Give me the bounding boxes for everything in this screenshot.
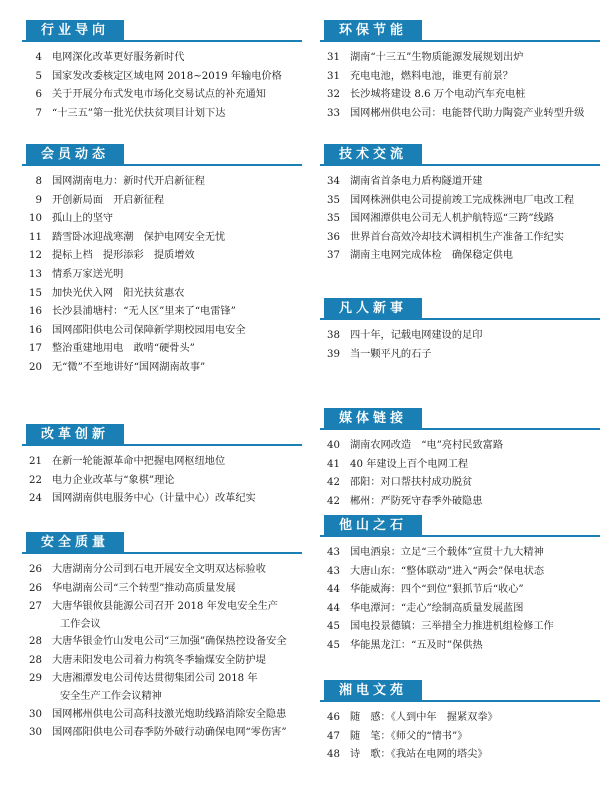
toc-entry[interactable] xyxy=(22,68,302,87)
toc-entry[interactable] xyxy=(22,210,302,229)
section-industry-guidance xyxy=(22,20,302,123)
page-number: 42 xyxy=(327,477,340,489)
toc-entry[interactable] xyxy=(320,210,600,229)
section-title: 凡人新事 xyxy=(324,298,422,319)
page-number: 10 xyxy=(29,213,42,225)
article-title: 国网邵阳供电公司春季防外破行动确保电网“零伤害” xyxy=(52,727,287,739)
section-title: 湘电文苑 xyxy=(324,680,422,701)
article-title: 世界首台高效冷却技术调相机生产准备工作纪实 xyxy=(350,231,564,243)
section-header xyxy=(320,680,600,702)
section-header xyxy=(22,424,302,446)
article-title: 加快光伏入网 阳光扶贫惠农 xyxy=(52,287,185,299)
page-number: 45 xyxy=(327,639,340,651)
article-title: 邵阳：对口帮扶村成功脱贫 xyxy=(350,477,473,489)
section-header xyxy=(22,20,302,42)
page-number: 40 xyxy=(327,440,340,451)
toc-entry[interactable] xyxy=(22,229,302,248)
article-title: 湖南“十三五”生物质能源发展规划出炉 xyxy=(350,52,524,63)
article-title: 随 笔：《师父的“情书”》 xyxy=(350,730,468,742)
toc-entry[interactable] xyxy=(320,544,600,563)
section-title: 技术交流 xyxy=(324,144,422,165)
section-header xyxy=(22,532,302,554)
article-title: 华能黑龙江：“五及时”保供热 xyxy=(350,639,483,651)
page-number: 46 xyxy=(327,712,340,723)
page-number: 33 xyxy=(327,107,340,119)
toc-entry[interactable] xyxy=(22,724,302,743)
toc-entry[interactable] xyxy=(320,563,600,582)
section-title: 环保节能 xyxy=(324,20,422,41)
page-number: 35 xyxy=(327,194,340,206)
section-header xyxy=(22,144,302,166)
section-environment-energy xyxy=(320,20,600,123)
article-title: 国家发改委核定区域电网 2018~2019 年输电价格 xyxy=(52,70,282,82)
toc-entry[interactable] xyxy=(22,670,302,689)
toc-entry[interactable] xyxy=(22,453,302,472)
toc-entry[interactable] xyxy=(22,340,302,359)
toc-list xyxy=(22,173,302,378)
page-number: 21 xyxy=(29,456,42,467)
page-number: 27 xyxy=(29,601,42,613)
article-title: 电网深化改革更好服务新时代 xyxy=(52,52,185,63)
page-number: 6 xyxy=(35,89,42,101)
section-title: 媒体链接 xyxy=(324,408,422,429)
toc-entry[interactable] xyxy=(320,581,600,600)
article-title: 开创新局面 开启新征程 xyxy=(52,194,165,206)
toc-entry[interactable] xyxy=(320,68,600,87)
page-number: 7 xyxy=(35,107,42,119)
page-number: 24 xyxy=(29,493,42,505)
article-title: 国网邵阳供电公司保障新学期校园用电安全 xyxy=(52,324,246,336)
section-reform-innovation xyxy=(22,424,302,509)
article-title: 孤山上的坚守 xyxy=(52,213,114,225)
page-number: 26 xyxy=(29,582,42,594)
article-title: 国网株洲供电公司提前竣工完成株洲电厂电改工程 xyxy=(350,194,575,206)
toc-list xyxy=(320,437,600,511)
page-number: 8 xyxy=(35,176,42,187)
page-number: 39 xyxy=(327,348,340,360)
page-number: 31 xyxy=(327,70,340,82)
page-number: 42 xyxy=(327,495,340,507)
article-title: 华能威海：四个“到位”狠抓节后“收心” xyxy=(350,584,524,596)
page-number: 38 xyxy=(327,330,340,341)
toc-entry[interactable] xyxy=(22,490,302,509)
article-title: 四十年，记载电网建设的足印 xyxy=(350,330,483,341)
toc-entry[interactable] xyxy=(320,86,600,105)
page-number: 31 xyxy=(327,52,340,63)
article-title: 工作会议 xyxy=(60,618,101,630)
section-header xyxy=(320,298,600,320)
article-title: 随 感：《人到中年 握紧双拳》 xyxy=(350,712,498,723)
toc-entry[interactable] xyxy=(22,689,302,706)
toc-entry[interactable] xyxy=(22,285,302,304)
toc-entry[interactable] xyxy=(22,633,302,652)
section-title: 安全质量 xyxy=(26,532,124,553)
article-title: 国网湖南电力：新时代开启新征程 xyxy=(52,176,205,187)
toc-list xyxy=(320,173,600,266)
section-ordinary-people xyxy=(320,298,600,364)
article-title: 在新一轮能源革命中把握电网枢纽地位 xyxy=(52,456,226,467)
toc-entry[interactable] xyxy=(320,437,600,456)
article-title: 大唐华银金竹山发电公司“三加强”确保热控设备安全 xyxy=(52,636,287,648)
toc-entry[interactable] xyxy=(22,105,302,124)
page-number: 43 xyxy=(327,547,340,558)
toc-entry[interactable] xyxy=(320,600,600,619)
section-technical-exchange xyxy=(320,144,600,266)
article-title: 郴州：严防死守春季外破隐患 xyxy=(350,495,483,507)
toc-entry[interactable] xyxy=(22,322,302,341)
article-title: 华电湖南公司“三个转型”推动高质量发展 xyxy=(52,582,236,594)
section-title: 改革创新 xyxy=(26,424,124,445)
toc-entry[interactable] xyxy=(320,327,600,346)
page-number: 30 xyxy=(29,727,42,739)
toc-list xyxy=(320,544,600,656)
toc-entry[interactable] xyxy=(22,652,302,671)
page-number: 5 xyxy=(35,70,42,82)
toc-entry[interactable] xyxy=(22,303,302,322)
article-title: 湖南农网改造 “电”亮村民致富路 xyxy=(350,440,504,451)
toc-entry[interactable] xyxy=(22,617,302,634)
page-number: 29 xyxy=(29,673,42,685)
article-title: 当一颗平凡的石子 xyxy=(350,348,432,360)
toc-entry[interactable] xyxy=(320,746,600,765)
page-number: 15 xyxy=(29,287,42,299)
toc-entry[interactable] xyxy=(22,266,302,285)
section-title: 他山之石 xyxy=(324,515,422,536)
section-member-news xyxy=(22,144,302,378)
article-title: 无“微”不至地讲好“国网湖南故事” xyxy=(52,361,206,373)
article-title: 40 年建设上百个电网工程 xyxy=(350,458,469,470)
article-title: 国网湘潭供电公司无人机护航特巡“三跨”线路 xyxy=(350,213,554,225)
page-number: 22 xyxy=(29,474,42,486)
toc-entry[interactable] xyxy=(22,598,302,617)
page-number: 28 xyxy=(29,636,42,648)
article-title: 大唐山东：“整体联动”进入“两会”保电状态 xyxy=(350,565,545,577)
article-title: 踏雪卧冰迎战寒潮 保护电网安全无忧 xyxy=(52,231,226,243)
page-number: 12 xyxy=(29,250,42,262)
article-title: 大唐耒阳发电公司着力构筑冬季输煤安全防护堤 xyxy=(52,654,266,666)
page-number: 34 xyxy=(327,176,340,187)
page-number: 17 xyxy=(29,343,42,355)
page-number: 44 xyxy=(327,584,340,596)
article-title: 大唐湖南分公司到石电开展安全文明双达标验收 xyxy=(52,564,266,575)
section-header xyxy=(320,515,600,537)
toc-entry[interactable] xyxy=(22,706,302,725)
article-title: 长沙城将建设 8.6 万个电动汽车充电桩 xyxy=(350,89,526,101)
page-number: 20 xyxy=(29,361,42,373)
article-title: 华电潭河：“走心”绘制高质量发展蓝图 xyxy=(350,602,524,614)
toc-entry[interactable] xyxy=(320,474,600,493)
article-title: 湖南省首条电力盾构隧道开建 xyxy=(350,176,483,187)
page-number: 37 xyxy=(327,250,340,262)
page-number: 47 xyxy=(327,730,340,742)
toc-entry[interactable] xyxy=(22,49,302,68)
article-title: 电力企业改革与“象棋”理论 xyxy=(52,474,175,486)
section-title: 行业导向 xyxy=(26,20,124,41)
toc-entry[interactable] xyxy=(320,637,600,656)
section-header xyxy=(320,144,600,166)
article-title: 国网郴州供电公司：电能替代助力陶瓷产业转型升级 xyxy=(350,107,585,119)
toc-entry[interactable] xyxy=(22,86,302,105)
section-safety-quality xyxy=(22,532,302,743)
page-number: 11 xyxy=(29,231,42,243)
page-number: 16 xyxy=(29,324,42,336)
toc-entry[interactable] xyxy=(320,247,600,266)
article-title: 充电电池，燃料电池，谁更有前景？ xyxy=(350,70,513,82)
article-title: 国网湖南供电服务中心（计量中心）改革纪实 xyxy=(52,493,256,505)
page-number: 9 xyxy=(35,194,42,206)
toc-list xyxy=(22,453,302,509)
article-title: 国电投景德镇：三举措全力推进机组检修工作 xyxy=(350,621,554,633)
page-number: 28 xyxy=(29,654,42,666)
toc-list xyxy=(22,561,302,743)
article-title: 情系万家送光明 xyxy=(52,268,124,280)
article-title: 整治重建地用电 敢啃“硬骨头” xyxy=(52,343,195,355)
article-title: 国电酒泉：立足“三个载体”宣贯十九大精神 xyxy=(350,547,544,558)
section-media-links xyxy=(320,408,600,511)
page-number: 35 xyxy=(327,213,340,225)
toc-entry[interactable] xyxy=(320,192,600,211)
toc-list xyxy=(320,709,600,765)
page-number: 32 xyxy=(327,89,340,101)
toc-entry[interactable] xyxy=(22,247,302,266)
article-title: 长沙县浦塘村：“无人区”里来了“电雷锋” xyxy=(52,306,236,318)
page-number: 44 xyxy=(327,602,340,614)
page-number: 41 xyxy=(327,458,340,470)
toc-list xyxy=(22,49,302,123)
toc-entry[interactable] xyxy=(320,229,600,248)
toc-entry[interactable] xyxy=(320,346,600,365)
page-number: 36 xyxy=(327,231,340,243)
toc-list xyxy=(320,327,600,364)
page-number: 48 xyxy=(327,749,340,761)
page-number: 13 xyxy=(29,268,42,280)
toc-entry[interactable] xyxy=(320,456,600,475)
toc-entry[interactable] xyxy=(320,618,600,637)
toc-entry[interactable] xyxy=(320,709,600,728)
toc-entry[interactable] xyxy=(320,173,600,192)
article-title: 湖南主电网完成体检 确保稳定供电 xyxy=(350,250,513,262)
toc-entry[interactable] xyxy=(320,728,600,747)
section-literary-garden xyxy=(320,680,600,765)
page-number: 43 xyxy=(327,565,340,577)
toc-entry[interactable] xyxy=(320,105,600,124)
article-title: 诗 歌：《我站在电网的塔尖》 xyxy=(350,749,488,761)
toc-entry[interactable] xyxy=(22,173,302,192)
toc-entry[interactable] xyxy=(22,580,302,599)
article-title: “十三五”第一批光伏扶贫项目计划下达 xyxy=(52,107,226,119)
article-title: 关于开展分布式发电市场化交易试点的补充通知 xyxy=(52,89,266,101)
toc-entry[interactable] xyxy=(22,472,302,491)
section-title: 会员动态 xyxy=(26,144,124,165)
toc-entry[interactable] xyxy=(22,359,302,378)
page-number: 16 xyxy=(29,306,42,318)
page-number: 30 xyxy=(29,708,42,720)
toc-entry[interactable] xyxy=(22,561,302,580)
toc-entry[interactable] xyxy=(22,192,302,211)
toc-entry[interactable] xyxy=(320,49,600,68)
article-title: 安全生产工作会议精神 xyxy=(60,691,162,703)
page-number: 45 xyxy=(327,621,340,633)
section-header xyxy=(320,408,600,430)
toc-list xyxy=(320,49,600,123)
page-number: 26 xyxy=(29,564,42,575)
toc-entry[interactable] xyxy=(320,493,600,512)
section-external-experience xyxy=(320,515,600,656)
section-header xyxy=(320,20,600,42)
article-title: 大唐华银攸县能源公司召开 2018 年发电安全生产 xyxy=(52,601,278,613)
article-title: 国网郴州供电公司高科技激光炮助线路消除安全隐患 xyxy=(52,708,287,720)
article-title: 大唐湘潭发电公司传达贯彻集团公司 2018 年 xyxy=(52,673,258,685)
article-title: 提标上档 提形添彩 提质增效 xyxy=(52,250,195,262)
page-number: 4 xyxy=(35,52,42,63)
